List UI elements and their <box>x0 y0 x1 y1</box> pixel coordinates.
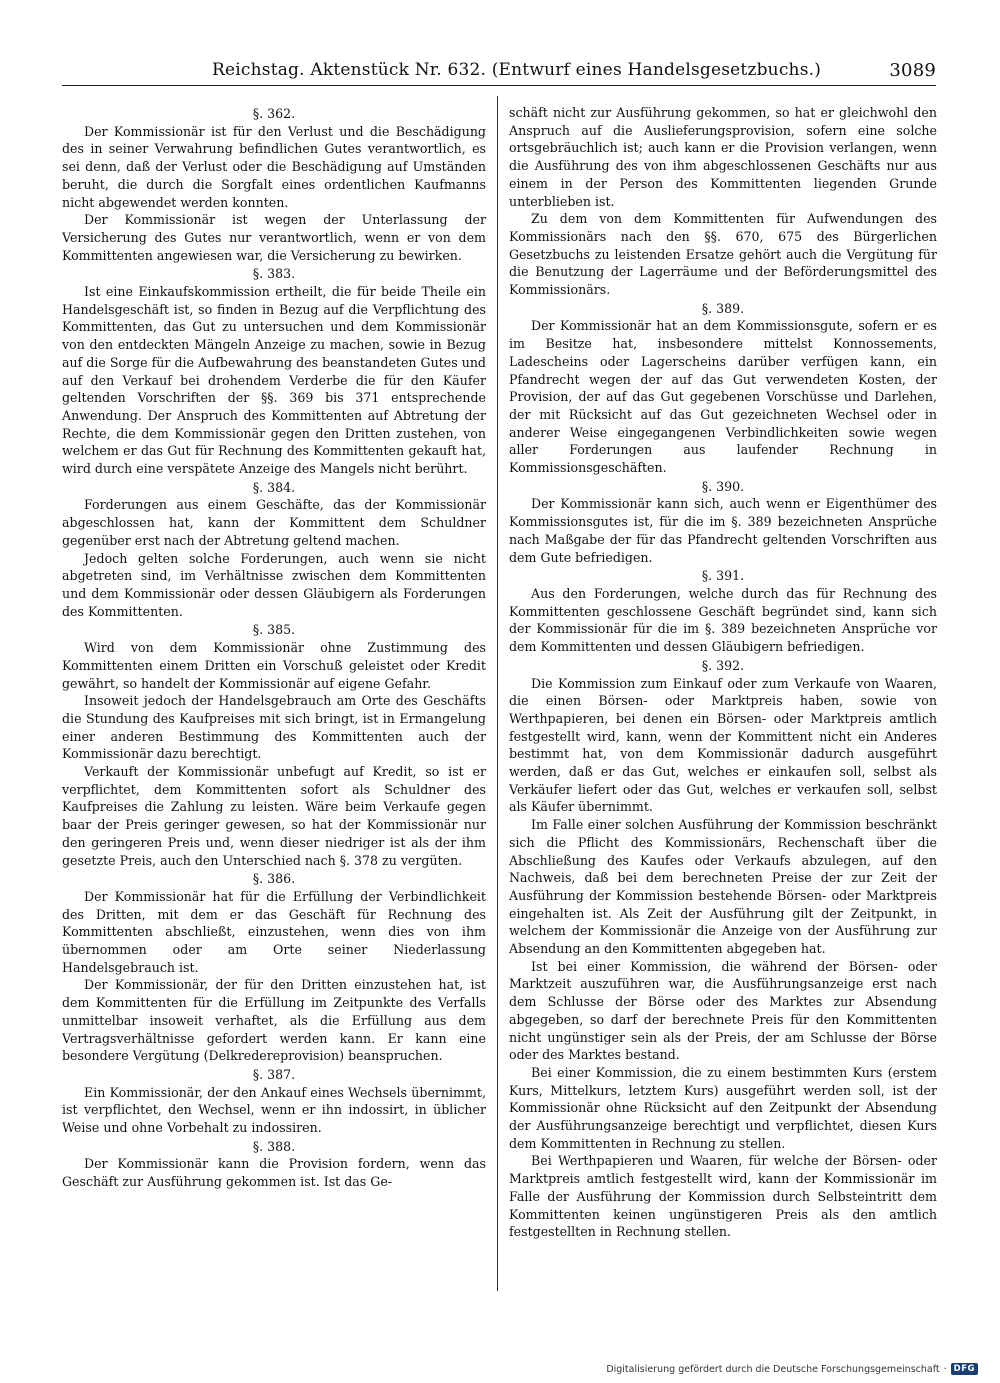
paragraph: Im Falle einer solchen Ausführung der Kommission beschränkt sich die Pflicht des Kommissionärs, Rechenschaft über die Abschließung des Kaufes oder Verkaufs abzulegen, auf den Nachweis, daß bei dem berechneten Preise der zur Zeit der Ausführung der Kommission bestehende Börsen- oder Marktpreis eingehalten ist. Als Zeit der Ausführung gilt der Zeitpunkt, in welchem der Kommissionär die Anzeige von der Ausführung zur Absendung an den Kommittenten abgegeben hat. <box>509 817 937 957</box>
section-heading: §. 387. <box>252 1066 296 1082</box>
paragraph: Ein Kommissionär, der den Ankauf eines Wechsels übernimmt, ist verpflichtet, den Wechsel, wenn er ihn indossirt, in üblicher Weise und ohne Vorbehalt zu indossiren. <box>62 1084 486 1136</box>
paragraph: Wird von dem Kommissionär ohne Zustimmung des Kommittenten einem Dritten ein Vorschuß geleistet oder Kredit gewährt, so handelt der Kommissionär auf eigene Gefahr. <box>62 640 486 691</box>
paragraph: Der Kommissionär hat an dem Kommissionsgute, sofern er es im Besitze hat, insbesondere mittelst Konnossements, Ladescheins oder Lagerscheins darüber verfügen kann, ein Pfandrecht wegen der auf das Gut verwendeten Kosten, der Provision, der auf das Gut gegebenen Vorschüsse und Darlehen, der mit Rücksicht auf das Gut gezeichneten Wechsel oder in anderer Weise eingegangenen Verbindlichkeiten sowie wegen aller Forderungen aus laufender Rechnung in Kommissionsgeschäften. <box>509 318 937 476</box>
paragraph: Aus den Forderungen, welche durch das für Rechnung des Kommittenten geschlossene Geschäft begründet sind, kann sich der Kommissionär für die im §. 389 bezeichneten Ansprüche vor dem Kommittenten und dessen Gläubigern befriedigen. <box>509 585 937 655</box>
page-header <box>62 58 936 88</box>
paragraph: Ist eine Einkaufskommission ertheilt, die für beide Theile ein Handelsgeschäft ist, so finden in Bezug auf die Verpflichtung des Kommittenten, das Gut zu untersuchen und dem Kommissionär von den entdeckten Mängeln Anzeige zu machen, sowie in Bezug auf die Sorge für die Aufbewahrung des beanstandeten Gutes und auf den Verkauf bei drohendem Verderbe die für den Käufer geltenden Vorschriften der §§. 369 bis 371 entsprechende Anwendung. Der Anspruch des Kommittenten auf Abtretung der Rechte, die dem Kommissionär gegen den Dritten zustehen, von welchem er das Gut für Rechnung des Kommittenten gekauft hat, wird durch eine verspätete Anzeige des Mangels nicht berührt. <box>62 284 486 477</box>
paragraph: Der Kommissionär, der für den Dritten einzustehen hat, ist dem Kommittenten für die Erfüllung im Zeitpunkte des Verfalls unmittelbar insoweit verhaftet, als die Erfüllung aus dem Vertragsverhältnisse gefordert werden kann. Er kann eine besondere Vergütung (Delkredereprovision) beanspruchen. <box>62 977 486 1064</box>
section-heading: §. 383. <box>252 266 296 282</box>
header-rule <box>62 85 936 86</box>
section-heading: §. 362. <box>252 106 296 121</box>
section-heading: §. 391. <box>701 568 745 584</box>
section-heading: §. 389. <box>701 300 745 316</box>
column-divider <box>497 96 498 1291</box>
right-column <box>509 104 937 1304</box>
paragraph: Der Kommissionär kann sich, auch wenn er Eigenthümer des Kommissionsgutes ist, für die im §. 389 bezeichneten Ansprüche nach Maßgabe der für das Pfandrecht geltenden Vorschriften aus dem Gute befriedigen. <box>509 496 937 565</box>
paragraph: Insoweit jedoch der Handelsgebrauch am Orte des Geschäfts die Stundung des Kaufpreises mit sich bringt, ist in Ermangelung einer anderen Bestimmung des Kommittenten auch der Kommissionär dazu berechtigt. <box>62 693 486 762</box>
paragraph: Jedoch gelten solche Forderungen, auch wenn sie nicht abgetreten sind, im Verhältnisse zwischen dem Kommittenten und dem Kommissionär oder dessen Gläubigern als Forderungen des Kommittenten. <box>62 550 486 619</box>
paragraph: schäft nicht zur Ausführung gekommen, so hat er gleichwohl den Anspruch auf die Auslieferungsprovision, sofern eine solche ortsgebräuchlich ist; auch kann er die Provision verlangen, wenn die Ausführung des von ihm abgeschlossenen Geschäfts nur aus einem in der Person des Kommittenten liegenden Grunde unterblieben ist. <box>509 105 937 209</box>
page-number: 3089 <box>889 60 936 81</box>
dfg-logo: DFG <box>951 1363 978 1375</box>
footer-credit: Digitalisierung gefördert durch die Deutsche Forschungsgemeinschaft <box>606 1363 940 1375</box>
paragraph: Der Kommissionär hat für die Erfüllung der Verbindlichkeit des Dritten, mit dem er das Geschäft für Rechnung des Kommittenten abschließt, einzustehen, wenn dies von ihm übernommen oder am Orte seiner Niederlassung Handelsgebrauch ist. <box>62 888 486 975</box>
left-column <box>62 104 486 1304</box>
section-heading: §. 385. <box>252 622 296 638</box>
paragraph: Zu dem von dem Kommittenten für Aufwendungen des Kommissionärs nach den §§. 670, 675 des Bürgerlichen Gesetzbuchs zu leistenden Ersatze gehört auch die Vergütung für die Benutzung der Lagerräume und der Beförderungsmittel des Kommissionärs. <box>509 211 937 298</box>
section-heading: §. 390. <box>701 478 745 494</box>
paragraph: Ist bei einer Kommission, die während der Börsen- oder Marktzeit auszuführen war, die Ausführungsanzeige erst nach dem Schlusse der Börse oder des Marktes zur Absendung abgegeben, so darf der berechnete Preis für den Kommittenten nicht ungünstiger sein als der Preis, der am Schlusse der Börse oder des Marktes bestand. <box>509 958 937 1063</box>
header-title: Reichstag. Aktenstück Nr. 632. (Entwurf eines Handelsgesetzbuchs.) <box>212 60 822 80</box>
paragraph: Der Kommissionär ist wegen der Unterlassung der Versicherung des Gutes nur verantwortlich, wenn er von dem Kommittenten angewiesen war, die Versicherung zu bewirken. <box>62 212 486 263</box>
paragraph: Der Kommissionär ist für den Verlust und die Beschädigung des in seiner Verwahrung befindlichen Gutes verantwortlich, es sei denn, daß der Verlust oder die Beschädigung auf Umständen beruht, die durch die Sorgfalt eines ordentlichen Kaufmanns nicht abgewendet werden konnten. <box>62 123 486 210</box>
paragraph: Verkauft der Kommissionär unbefugt auf Kredit, so ist er verpflichtet, dem Kommittenten sofort als Schuldner des Kaufpreises die Zahlung zu leisten. Wäre beim Verkaufe gegen baar der Preis geringer gewesen, so hat der Kommissionär nur den geringeren Preis und, wenn dieser niedriger ist als der ihm gesetzte Preis, auch den Unterschied nach §. 378 zu vergüten. <box>62 764 486 868</box>
section-heading: §. 384. <box>252 479 296 495</box>
paragraph: Der Kommissionär kann die Provision fordern, wenn das Geschäft zur Ausführung gekommen ist. Ist das Ge- <box>62 1156 486 1190</box>
section-heading: §. 386. <box>252 871 296 887</box>
paragraph: Bei Werthpapieren und Waaren, für welche der Börsen- oder Marktpreis amtlich festgestellt wird, kann der Kommissionär im Falle der Ausführung der Kommission durch Selbsteintritt dem Kommittenten keinen ungünstigeren Preis als den amtlich festgestellten in Rechnung stellen. <box>509 1153 937 1240</box>
section-heading: §. 388. <box>252 1138 296 1154</box>
paragraph: Die Kommission zum Einkauf oder zum Verkaufe von Waaren, die einen Börsen- oder Marktpreis haben, sowie von Werthpapieren, bei denen ein Börsen- oder Marktpreis amtlich festgestellt wird, kann, wenn der Kommittent nicht ein Anderes bestimmt hat, von dem Kommissionär dadurch ausgeführt werden, daß er das Gut, welches er einkaufen soll, selbst als Verkäufer liefert oder das Gut, welches er verkaufen soll, selbst als Käufer übernimmt. <box>509 675 937 815</box>
paragraph: Bei einer Kommission, die zu einem bestimmten Kurs (erstem Kurs, Mittelkurs, letztem Kurs) ausgeführt werden soll, ist der Kommissionär ohne Rücksicht auf den Zeitpunkt der Absendung der Ausführungsanzeige berechtigt und verpflichtet, diesen Kurs dem Kommittenten in Rechnung zu stellen. <box>509 1064 937 1151</box>
section-heading: §. 392. <box>701 657 745 673</box>
paragraph: Forderungen aus einem Geschäfte, das der Kommissionär abgeschlossen hat, kann der Kommittent dem Schuldner gegenüber erst nach der Abtretung geltend machen. <box>62 497 486 548</box>
footer: Digitalisierung gefördert durch die Deutsche Forschungsgemeinschaft · DFG <box>606 1363 978 1375</box>
